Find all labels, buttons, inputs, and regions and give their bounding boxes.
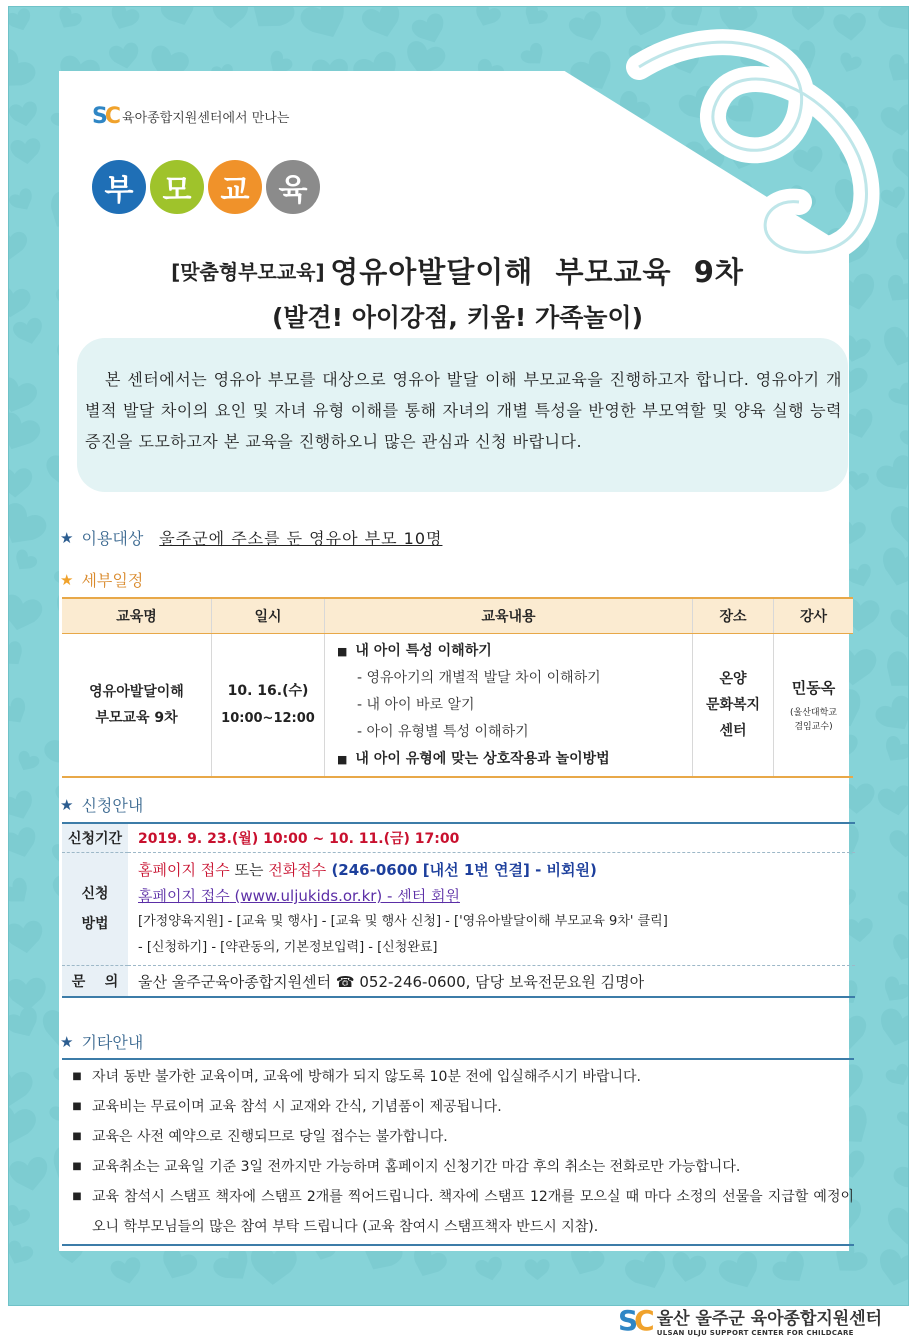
homepage-apply: 홈페이지 접수 [138,861,230,879]
heart-shape [9,410,43,457]
heart-shape [9,375,39,418]
method-label-line: 신청 [81,886,109,902]
table-row [62,634,853,778]
heart-shape [886,1207,908,1246]
list-item [62,1122,854,1152]
heart-shape [873,452,908,499]
list-item [62,1182,854,1242]
program-cell [62,634,212,778]
note-text: 교육비는 무료이며 교육 참석 시 교재와 간식, 기념품이 제공됩니다. [92,1099,502,1115]
logo-circle: 육 [266,160,320,214]
heart-shape [9,788,38,824]
square-bullet-icon: ■ [72,1161,82,1172]
heart-shape [9,499,50,554]
logo-circle: 부 [92,160,146,214]
list-item [62,1062,854,1092]
col-program: 교육명 [62,598,212,634]
schedule-label: 세부일정 [81,571,144,590]
page-title [0,250,915,291]
heart-shape [9,593,44,635]
heart-shape [9,1004,44,1043]
parent-education-logo [92,160,320,214]
heart-shape [716,1249,765,1295]
list-item [62,1152,854,1182]
center-logo-icon: SC [92,104,119,129]
heart-shape [9,977,47,1012]
ribbon-decoration [569,27,899,287]
heart-shape [877,784,908,818]
center-logo-icon: SC [618,1304,651,1337]
homepage-link[interactable]: 홈페이지 접수 [138,887,230,905]
connector-text: 또는 [229,861,269,879]
instructor-name: 민동옥 [791,678,836,697]
heart-shape [360,7,406,42]
heart-shape [10,547,39,575]
logo-circle: 교 [208,160,262,214]
heart-shape [890,610,908,638]
logo-circle: 모 [150,160,204,214]
heart-shape [9,1069,34,1109]
affiliation-line: 겸임교수) [794,721,833,732]
notes-label: 기타안내 [81,1033,144,1052]
star-icon: ★ [60,528,74,547]
schedule-table [62,597,853,778]
place-cell [693,634,774,778]
heart-shape [250,1246,297,1286]
intro-text: 본 센터에서는 영유아 부모를 대상으로 영유아 발달 이해 부모교육을 진행하고자 합니다. 영유아기 개별적 발달 차이의 요인 및 자녀 유형 이해를 통해 자녀의 개별 특성을 반영한 부모역할 및 양육 실행 능력 증진을 도모하고자 본 교육을 진행하오니 많은 관심과 신청 바랍니다. [85,370,842,451]
program-name: 영유아발달이해 [89,684,184,700]
note-text: 교육은 사전 예약으로 진행되므로 당일 접수는 불가합니다. [92,1129,448,1145]
affiliation-line: (울산대학교 [790,707,837,718]
heart-shape [9,875,35,910]
datetime-cell [212,634,325,778]
program-round: 부모교육 9차 [95,710,178,726]
footer-logo [618,1304,882,1337]
heart-shape [519,7,549,31]
note-text: 교육 참석시 스탬프 책자에 스탬프 2개를 찍어드립니다. 책자에 스탬프 12개를 모으실 때 마다 소정의 선물을 지급할 예정이오니 학부모님들의 많은 참여 부탁 드립니다 (교육 참여시 스탬프책자 반드시 지참). [92,1189,854,1235]
heart-shape [9,45,39,99]
content-bullet: 내 아이 특성 이해하기 [355,642,492,659]
star-icon: ★ [60,570,74,589]
col-content: 교육내용 [325,598,693,634]
center-tagline [92,104,289,129]
place-line: 문화복지 [705,697,761,713]
content-sub: - 아이 유형별 특성 이해하기 [357,723,529,740]
heart-shape [888,932,908,965]
edu-time: 10:00~12:00 [221,711,315,726]
title-category: [맞춤형부모교육] [171,260,325,284]
apply-steps: - [신청하기] - [약관동의, 기본정보입력] - [신청완료] [138,940,438,955]
contact-label: 문 의 [62,966,128,998]
target-value: 울주군에 주소를 둔 영유아 부모 10명 [159,529,443,548]
homepage-url[interactable]: (www.uljukids.or.kr) - 센터 회원 [229,887,460,905]
heart-shape [888,505,908,547]
heart-shape [9,468,33,498]
list-item [62,1092,854,1122]
place-line: 온양 [719,671,747,687]
heart-shape [54,7,84,34]
heart-shape [159,7,201,31]
target-section [60,526,442,549]
heart-shape [474,1255,505,1283]
method-label [62,853,128,966]
heart-shape [525,1259,550,1280]
heart-shape [889,830,908,857]
content-bullet: 내 아이 유형에 맞는 상호작용과 놀이방법 [355,750,610,767]
place-line: 센터 [719,723,747,739]
heart-shape [872,692,908,739]
star-icon: ★ [60,795,74,814]
application-table [62,822,855,998]
title-main: 영유아발달이해 부모교육 9차 [330,255,744,289]
instructor-cell [774,634,854,778]
square-bullet-icon: ■ [72,1191,82,1202]
heart-shape [9,186,38,215]
square-bullet-icon: ■ [337,752,348,766]
notes-list [62,1058,854,1246]
non-member-note: 비회원) [546,861,597,879]
heart-shape [241,7,299,40]
heart-shape [890,1153,908,1198]
content-cell [325,634,693,778]
heart-shape [9,1239,35,1269]
square-bullet-icon: ■ [337,644,348,658]
heart-shape [896,1107,908,1131]
note-text: 자녀 동반 불가한 교육이며, 교육에 방해가 되지 않도록 10분 전에 입실해주시기 바랍니다. [92,1069,642,1085]
table-row [62,853,855,966]
heart-shape [9,100,40,128]
edu-date: 10. 16.(수) [227,683,309,699]
heart-shape [9,695,32,729]
heart-shape [109,1256,144,1287]
apply-steps: [가정양육지원] - [교육 및 행사] - [교육 및 행사 신청] - ['영유아발달이해 부모교육 9차' 클릭] [138,914,668,929]
heart-shape [897,887,908,911]
heart-shape [9,825,41,862]
square-bullet-icon: ■ [72,1101,82,1112]
heart-shape [14,749,41,775]
heart-shape [622,1248,674,1296]
phone-detail: (246-0600 [내선 1번 연결] - [326,861,547,879]
heart-shape [875,1006,908,1051]
target-label: 이용대상 [81,529,144,548]
apply-section-header [60,793,143,816]
heart-shape [9,7,35,34]
heart-shape [106,7,141,34]
heart-shape [887,381,908,411]
schedule-header-row [62,598,853,634]
content-sub: - 내 아이 바로 알기 [357,696,475,713]
heart-shape [10,137,43,165]
phone-apply: 전화접수 [268,861,327,879]
heart-shape [845,562,876,590]
heart-shape [9,1155,52,1194]
heart-shape [879,733,908,768]
apply-period: 2019. 9. 23.(월) 10:00 ~ 10. 11.(금) 17:00 [128,823,855,853]
col-datetime: 일시 [212,598,325,634]
heart-shape [519,41,550,71]
heart-shape [9,1203,32,1230]
heart-shape [9,639,29,672]
table-row [62,966,855,998]
heart-shape [471,7,502,31]
heart-shape [876,545,908,592]
heart-shape [876,648,908,698]
heart-shape [769,1248,813,1290]
heart-shape [874,1247,908,1291]
square-bullet-icon: ■ [72,1131,82,1142]
page-subtitle: (발견! 아이강점, 키움! 가족놀이) [271,303,644,332]
heart-shape [669,1251,708,1286]
col-place: 장소 [693,598,774,634]
heart-shape [878,974,908,1008]
heart-shape [297,7,353,46]
intro-paragraph [77,338,848,492]
table-row [62,823,855,853]
contact-info: 울산 울주군육아종합지원센터 ☎ 052-246-0600, 담당 보육전문요원 김명아 [128,966,855,998]
period-label: 신청기간 [62,823,128,853]
square-bullet-icon: ■ [72,1071,82,1082]
note-text: 교육취소는 교육일 기준 3일 전까지만 가능하며 홈페이지 신청기간 마감 후의 취소는 전화로만 가능합니다. [92,1159,741,1175]
method-label-line: 방법 [81,916,109,932]
footer-center-name: 울산 울주군 육아종합지원센터 [656,1309,883,1329]
tagline-text: 육아종합지원센터에서 만나는 [122,111,290,126]
col-instructor: 강사 [774,598,854,634]
apply-label: 신청안내 [81,796,144,815]
heart-shape [9,920,45,956]
schedule-section-header [60,568,143,591]
heart-shape [9,1103,38,1148]
heart-shape [213,7,249,29]
content-sub: - 영유아기의 개별적 발달 차이 이해하기 [357,669,601,686]
method-content [128,853,855,966]
notes-section-header [60,1030,143,1053]
heart-shape [108,41,142,71]
heart-shape [899,426,908,451]
footer-english-name: ULSAN ULJU SUPPORT CENTER FOR CHILDCARE [656,1329,854,1337]
heart-shape [884,1062,908,1090]
star-icon: ★ [60,1032,74,1051]
instructor-affiliation [775,706,852,734]
